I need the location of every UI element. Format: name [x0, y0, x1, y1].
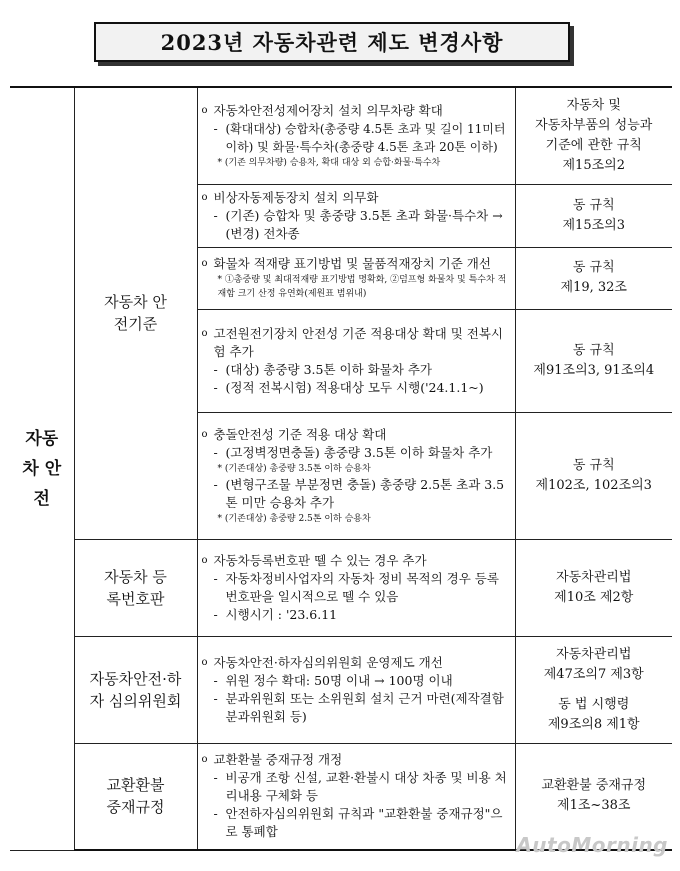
change-heading [202, 189, 509, 207]
change-detail-text: 안전하자심의위원회 규칙과 "교환환불 중재규정"으로 통폐합 [225, 806, 503, 840]
change-detail-text: (기존) 승합차 및 총중량 3.5톤 초과 화물·특수차 → (변경) 전차종 [225, 207, 503, 241]
change-detail [202, 120, 509, 156]
change-note: * (기존대상) 총중량 3.5톤 이하 승용차 [217, 463, 371, 474]
bullet-icon: o [201, 656, 208, 668]
category-cell [10, 87, 74, 850]
spacer [517, 685, 672, 695]
bullet-icon: o [201, 754, 208, 766]
page-title-text: 2023년 자동차관련 제도 변경사항 [160, 30, 504, 55]
dash-marker: - [213, 120, 218, 136]
change-detail [202, 570, 509, 606]
dash-marker: - [213, 570, 218, 586]
legal-basis-cell [515, 636, 672, 743]
change-heading [202, 102, 509, 120]
change-content-cell [197, 87, 515, 184]
change-content-cell [197, 184, 515, 247]
dash-marker: - [213, 806, 218, 822]
change-detail [202, 476, 509, 512]
change-content-cell [197, 636, 515, 743]
dash-marker: - [213, 672, 218, 688]
change-heading [202, 426, 509, 444]
bullet-icon: o [201, 327, 208, 339]
change-content-cell [197, 539, 515, 636]
legal-basis-cell [515, 309, 672, 412]
legal-basis-line: 동 법 시행령 [558, 696, 630, 712]
legal-basis-line: 교환환불 중재규정 [541, 778, 647, 794]
change-detail-text: (확대대상) 승합차(총중량 4.5톤 초과 및 길이 11미터 이하) 및 화물·특수차(총중량 4.5톤 초과 20톤 이하) [225, 121, 506, 154]
change-content-cell [197, 743, 515, 850]
change-heading [202, 325, 509, 361]
change-heading-text: 자동차등록번호판 뗄 수 있는 경우 추가 [213, 552, 427, 568]
legal-basis-line: 동 규칙 [572, 457, 615, 473]
change-detail-text: 분과위원회 또는 소위원회 설치 근거 마련(제작결함분과위원회 등) [225, 690, 504, 724]
section-name: 자동차 등록번호판 [104, 567, 167, 608]
change-note: * ①총중량 및 최대적재량 표기방법 명확화, ②덤프형 화물차 및 특수차 적재함 크기 산정 유연화(제원표 범위내) [217, 275, 507, 299]
legal-basis-line: 동 규칙 [572, 260, 615, 275]
section-name-cell [74, 87, 197, 539]
legal-basis-line: 동 규칙 [572, 342, 615, 358]
bullet-icon: o [201, 104, 208, 116]
change-heading-text: 충돌안전성 기준 적용 대상 확대 [213, 426, 387, 442]
section-name-cell [74, 743, 197, 850]
change-heading-text: 비상자동제동장치 설치 의무화 [213, 189, 379, 205]
dash-marker: - [213, 207, 218, 223]
table-row [10, 87, 672, 184]
change-detail [202, 805, 509, 841]
change-note: * (기존대상) 총중량 2.5톤 이하 승용차 [217, 513, 371, 524]
change-detail [202, 379, 509, 397]
change-content-cell [197, 247, 515, 309]
changes-table [10, 86, 672, 851]
change-detail-text: 자동차정비사업자의 자동차 정비 목적의 경우 등록번호판을 일시적으로 뗄 수 있음 [225, 570, 499, 604]
change-content-cell [197, 412, 515, 539]
change-detail-text: 비공개 조항 신설, 교환·환불시 대상 차종 및 비용 처리내용 구체화 등 [225, 770, 507, 804]
change-heading-text: 화물차 적재량 표기방법 및 물품적재장치 기준 개선 [213, 256, 491, 271]
table-row [10, 636, 672, 743]
change-heading [202, 751, 509, 769]
change-heading-text: 교환환불 중재규정 개정 [213, 752, 343, 768]
section-name: 자동차 안전기준 [104, 293, 167, 334]
change-detail-text: (정적 전복시험) 적용대상 모두 시행('24.1.1~) [225, 379, 484, 395]
dash-marker: - [213, 690, 218, 706]
legal-basis-line: 동 규칙 [572, 197, 615, 213]
change-detail-text: 위원 정수 확대: 50명 이내 → 100명 이내 [225, 672, 453, 688]
legal-basis-line: 제10조 제2항 [554, 589, 634, 605]
bullet-icon: o [201, 258, 208, 269]
change-detail [202, 672, 509, 690]
legal-basis-cell [515, 539, 672, 636]
page-title [94, 22, 570, 62]
legal-basis-line: 제91조의3, 91조의4 [533, 362, 655, 378]
change-note: * (기존 의무차량) 승용차, 확대 대상 외 승합·화물·특수차 [217, 157, 441, 168]
section-name: 교환환불 중재규정 [106, 776, 165, 817]
change-detail [202, 444, 509, 462]
dash-marker: - [213, 606, 218, 622]
change-heading-text: 자동차안전성제어장치 설치 의무차량 확대 [213, 102, 443, 118]
legal-basis-cell [515, 412, 672, 539]
legal-basis-cell [515, 184, 672, 247]
dash-marker: - [213, 770, 218, 786]
legal-basis-line: 제102조, 102조의3 [535, 477, 652, 493]
change-detail [202, 769, 509, 805]
change-detail [202, 606, 509, 624]
dash-marker: - [213, 361, 218, 377]
change-detail-text: 시행시기 : '23.6.11 [225, 606, 338, 622]
dash-marker: - [213, 444, 218, 460]
legal-basis-line: 제1조~38조 [557, 798, 631, 814]
legal-basis-line: 기준에 관한 규칙 [545, 137, 642, 153]
legal-basis-cell [515, 247, 672, 309]
change-detail-text: (대상) 총중량 3.5톤 이하 화물차 추가 [225, 361, 432, 377]
change-detail [202, 207, 509, 243]
section-name-cell [74, 636, 197, 743]
table-row [10, 539, 672, 636]
change-content-cell [197, 309, 515, 412]
legal-basis-line: 제19, 32조 [560, 280, 627, 295]
legal-basis-line: 자동차 및 [566, 97, 621, 113]
change-heading-text: 자동차안전·하자심의위원회 운영제도 개선 [213, 654, 443, 670]
section-name: 자동차안전·하자 심의위원회 [89, 669, 182, 710]
category-label: 자동차 안전 [22, 428, 62, 509]
change-heading [202, 255, 509, 273]
legal-basis-line: 자동차부품의 성능과 [535, 117, 653, 133]
legal-basis-line: 자동차관리법 [556, 569, 632, 585]
change-heading-text: 고전원전기장치 안전성 기준 적용대상 확대 및 전복시험 추가 [213, 325, 503, 359]
legal-basis-cell [515, 87, 672, 184]
legal-basis-line: 제47조의7 제3항 [543, 666, 644, 682]
change-heading [202, 552, 509, 570]
dash-marker: - [213, 379, 218, 395]
dash-marker: - [213, 476, 218, 492]
section-name-cell [74, 539, 197, 636]
change-detail-text: (변형구조물 부분정면 충돌) 총중량 2.5톤 초과 3.5톤 미만 승용차 추가 [225, 476, 505, 510]
legal-basis-line: 제9조의8 제1항 [547, 716, 640, 732]
bullet-icon: o [201, 554, 208, 566]
bullet-icon: o [201, 191, 208, 203]
bullet-icon: o [201, 428, 208, 440]
change-detail [202, 690, 509, 726]
legal-basis-line: 제15조의2 [562, 157, 625, 173]
change-detail-text: (고정벽정면충돌) 총중량 3.5톤 이하 화물차 추가 [225, 444, 493, 460]
change-heading [202, 654, 509, 672]
watermark: AutoMorning [516, 833, 668, 857]
legal-basis-line: 제15조의3 [562, 217, 625, 233]
legal-basis-line: 자동차관리법 [556, 646, 632, 662]
change-detail [202, 361, 509, 379]
